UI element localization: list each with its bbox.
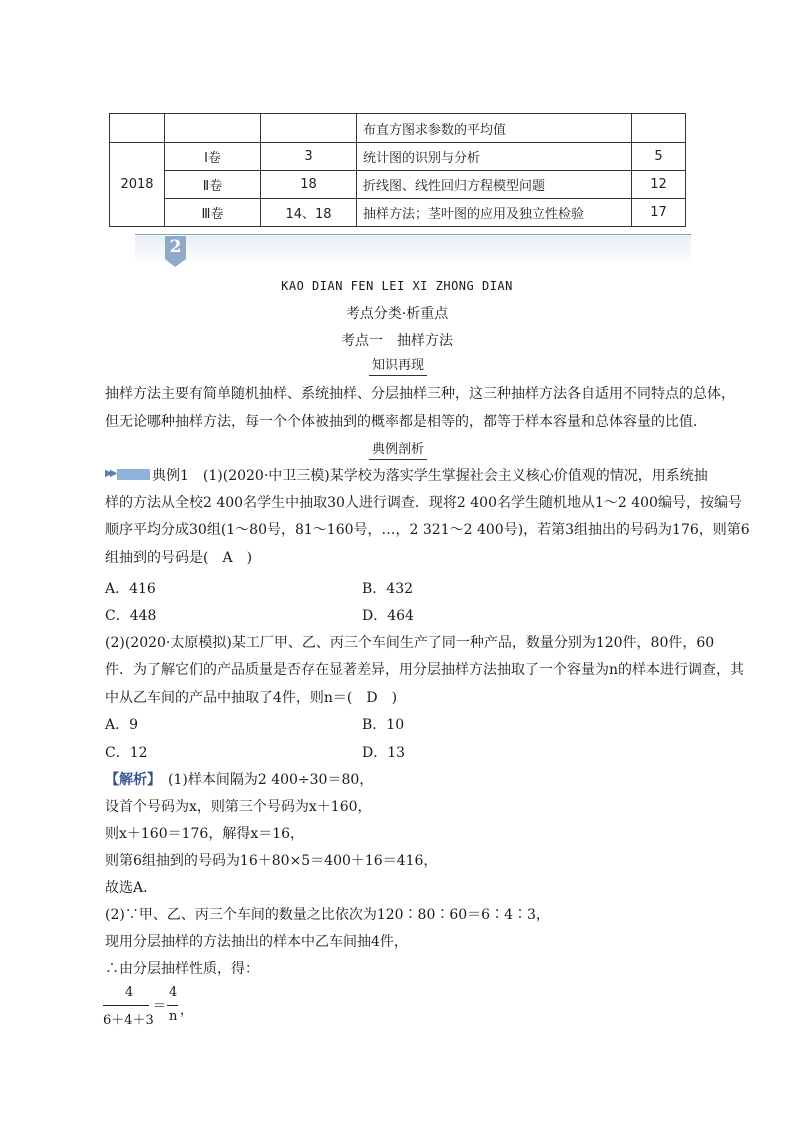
question-line: (2)(2020·太原模拟)某工厂甲、乙、丙三个车间生产了同一种产品，数量分别为120件，80件，60 xyxy=(105,635,715,651)
solution-label: 【解析】 xyxy=(105,772,154,788)
solution-line: 则第6组抽到的号码为16＋80×5＝400＋16＝416， xyxy=(105,853,438,869)
table-row xyxy=(110,143,686,171)
table-cell-year xyxy=(110,114,165,143)
comma-punctuation: ， xyxy=(180,1003,194,1018)
section-pinyin-heading: KAO DIAN FEN LEI XI ZHONG DIAN xyxy=(281,279,513,293)
example-analysis-tag: 典例剖析 xyxy=(369,441,427,460)
example-label: 典例1 xyxy=(152,468,203,484)
question-line: 样的方法从全校2 400名学生中抽取30人进行调查．现将2 400名学生随机地从1～2 400编号，按编号 xyxy=(105,495,742,511)
table-cell-topic: 布直方图求参数的平均值 xyxy=(357,114,632,143)
option-b: B．10 xyxy=(362,717,405,733)
table-cell-questions: 18 xyxy=(261,171,357,199)
badge-pointer-icon xyxy=(165,259,186,267)
table-cell-paper: Ⅲ卷 xyxy=(165,199,261,227)
double-arrow-icon: ▶▶ xyxy=(105,468,115,479)
table-row xyxy=(110,114,686,143)
option-d: D．13 xyxy=(362,745,406,761)
solution-line: ∴由分层抽样性质，得： xyxy=(105,961,259,977)
table-cell-questions: 3 xyxy=(261,143,357,171)
solution-line xyxy=(105,769,373,789)
option-c: C．448 xyxy=(105,608,157,624)
option-c: C．12 xyxy=(105,745,148,761)
fraction-numerator: 4 xyxy=(169,985,178,1000)
section-title: 考点分类·析重点 xyxy=(345,306,449,322)
table-cell-topic: 统计图的识别与分析 xyxy=(357,143,632,171)
table-cell-paper: Ⅱ卷 xyxy=(165,171,261,199)
section-number-badge: 2 xyxy=(165,236,186,259)
table-cell-score: 5 xyxy=(632,143,686,171)
question-line: (1)(2020·中卫三模)某学校为落实学生掌握社会主义核心价值观的情况，用系统抽 xyxy=(202,468,708,484)
fraction-bar xyxy=(103,1005,149,1006)
exam-stats-table xyxy=(109,113,686,227)
option-a: A．9 xyxy=(105,717,139,733)
table-cell-paper xyxy=(165,114,261,143)
table-cell-year: 2018 xyxy=(110,143,165,227)
solution-line: (2)∵甲、乙、丙三个车间的数量之比依次为120∶80∶60＝6∶4∶3， xyxy=(105,907,550,923)
question-line: 组抽到的号码是( A ) xyxy=(105,550,253,566)
table-row xyxy=(110,171,686,199)
equals-sign: ＝ xyxy=(153,999,167,1014)
table-cell-score: 12 xyxy=(632,171,686,199)
table-cell-topic: 折线图、线性回归方程模型问题 xyxy=(357,171,632,199)
knowledge-recall-tag: 知识再现 xyxy=(369,357,427,376)
option-b: B．432 xyxy=(362,581,414,597)
option-d: D．464 xyxy=(362,608,414,624)
solution-line: 设首个号码为x，则第三个号码为x＋160， xyxy=(105,799,372,815)
section-banner-background xyxy=(135,236,691,266)
question-line: 件．为了解它们的产品质量是否存在显著差异，用分层抽样方法抽取了一个容量为n的样本进行调查，其 xyxy=(105,662,745,678)
solution-line: 则x＋160＝176，解得x＝16， xyxy=(105,826,305,842)
table-cell-score xyxy=(632,114,686,143)
example-question-1 xyxy=(152,465,708,485)
knowledge-paragraph-line: 但无论哪种抽样方法，每一个个体被抽到的概率都是相等的，都等于样本容量和总体容量的比值． xyxy=(105,414,707,430)
table-cell-questions: 14、18 xyxy=(261,199,357,227)
table-cell-topic: 抽样方法；茎叶图的应用及独立性检验 xyxy=(357,199,632,227)
option-a: A．416 xyxy=(105,581,156,597)
fraction-denominator: n xyxy=(169,1009,178,1024)
example-marker-bar xyxy=(117,469,150,480)
table-cell-score: 17 xyxy=(632,199,686,227)
fraction-bar xyxy=(167,1005,178,1006)
fraction-numerator: 4 xyxy=(125,985,134,1000)
table-row xyxy=(110,199,686,227)
question-line: 中从乙车间的产品中抽取了4件，则n＝( D ) xyxy=(105,690,398,706)
section-subtitle: 考点一 抽样方法 xyxy=(341,333,453,349)
knowledge-paragraph-line: 抽样方法主要有简单随机抽样、系统抽样、分层抽样三种，这三种抽样方法各自适用不同特点的总体， xyxy=(105,386,735,402)
table-cell-paper: Ⅰ卷 xyxy=(165,143,261,171)
section-banner-divider xyxy=(135,234,691,235)
solution-line: 故选A． xyxy=(105,880,158,896)
solution-text: (1)样本间隔为2 400÷30＝80， xyxy=(154,772,374,788)
table-cell-questions xyxy=(261,114,357,143)
question-line: 顺序平均分成30组(1～80号，81～160号，…，2 321～2 400号)，若第3组抽出的号码为176，则第6 xyxy=(105,522,750,538)
fraction-denominator: 6＋4＋3 xyxy=(103,1013,154,1028)
solution-line: 现用分层抽样的方法抽出的样本中乙车间抽4件， xyxy=(105,934,408,950)
